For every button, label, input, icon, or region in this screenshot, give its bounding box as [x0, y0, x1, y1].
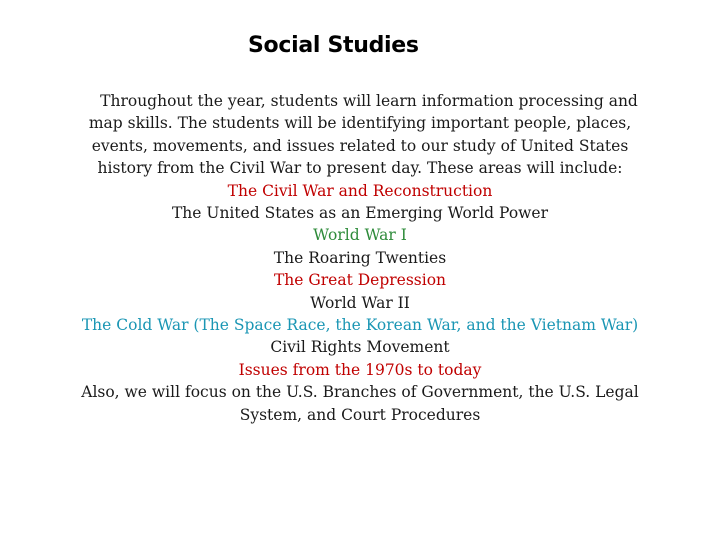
- intro-line-1: Throughout the year, students will learn information processing and: [100, 92, 638, 110]
- intro-line-3: events, movements, and issues related to our study of United States: [91, 136, 629, 155]
- topic-cold-war: The Cold War (The Space Race, the Korean War, and the Vietnam War): [81, 316, 639, 335]
- topic-world-power: The United States as an Emerging World Power: [171, 204, 549, 223]
- page-title: Social Studies: [248, 33, 419, 58]
- topic-civil-rights: Civil Rights Movement: [270, 338, 450, 357]
- topic-great-depression: The Great Depression: [273, 271, 447, 290]
- closing-line-1: Also, we will focus on the U.S. Branches of Government, the U.S. Legal: [81, 383, 639, 402]
- body-text: [40, 90, 680, 426]
- closing-line-2: System, and Court Procedures: [239, 405, 481, 424]
- topic-roaring-twenties: The Roaring Twenties: [273, 248, 447, 267]
- intro-line-2: map skills. The students will be identifying important people, places,: [88, 114, 632, 133]
- intro-line-4: history from the Civil War to present day. These areas will include:: [97, 159, 623, 178]
- topic-1970s-today: Issues from the 1970s to today: [238, 360, 482, 379]
- topic-civil-war: The Civil War and Reconstruction: [227, 181, 493, 200]
- topic-world-war-1: World War I: [313, 226, 407, 245]
- topic-world-war-2: World War II: [310, 293, 410, 312]
